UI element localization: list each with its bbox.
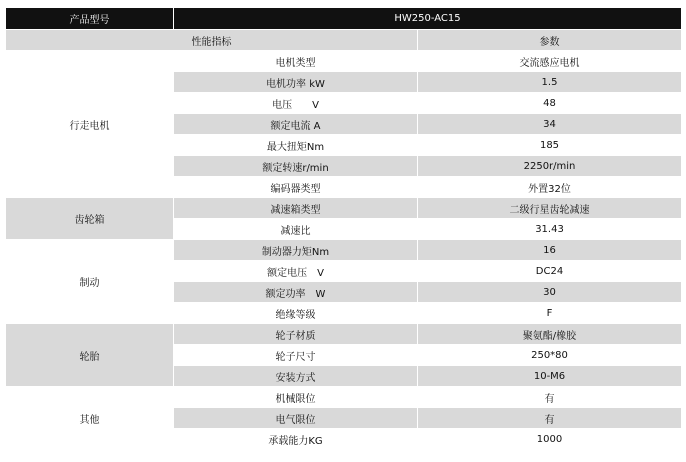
- spec-label: 最大扭矩Nm: [174, 135, 418, 156]
- spec-value: 1000: [418, 429, 682, 450]
- header-row: [6, 8, 682, 30]
- group-name: 齿轮箱: [6, 198, 174, 240]
- spec-label: 电压 V: [174, 93, 418, 114]
- spec-value: F: [418, 303, 682, 324]
- spec-label: 额定电流 A: [174, 114, 418, 135]
- spec-row: [6, 51, 682, 72]
- model-label: 产品型号: [6, 8, 174, 30]
- model-value: HW250-AC15: [174, 8, 682, 30]
- spec-label: 额定电压 V: [174, 261, 418, 282]
- spec-body: [6, 51, 682, 450]
- spec-label: 制动器力矩Nm: [174, 240, 418, 261]
- spec-value: 185: [418, 135, 682, 156]
- spec-label: 轮子材质: [174, 324, 418, 345]
- spec-value: 外置32位: [418, 177, 682, 198]
- spec-label: 轮子尺寸: [174, 345, 418, 366]
- spec-value: 48: [418, 93, 682, 114]
- spec-label: 减速比: [174, 219, 418, 240]
- spec-row: [6, 198, 682, 219]
- spec-label: 额定转速r/min: [174, 156, 418, 177]
- spec-value: 二级行星齿轮减速: [418, 198, 682, 219]
- spec-value: 1.5: [418, 72, 682, 93]
- spec-table: [5, 7, 682, 450]
- spec-value: 有: [418, 408, 682, 429]
- spec-value: 16: [418, 240, 682, 261]
- spec-label: 承载能力KG: [174, 429, 418, 450]
- group-name: 轮胎: [6, 324, 174, 387]
- spec-label: 安装方式: [174, 366, 418, 387]
- spec-label: 机械限位: [174, 387, 418, 408]
- spec-label: 额定功率 W: [174, 282, 418, 303]
- spec-row: [6, 240, 682, 261]
- spec-label: 电气限位: [174, 408, 418, 429]
- spec-label: 编码器类型: [174, 177, 418, 198]
- indicator-header: 性能指标: [6, 30, 418, 51]
- spec-value: DC24: [418, 261, 682, 282]
- spec-label: 电机类型: [174, 51, 418, 72]
- subheader-row: [6, 30, 682, 51]
- spec-row: [6, 324, 682, 345]
- spec-value: 交流感应电机: [418, 51, 682, 72]
- spec-label: 绝缘等级: [174, 303, 418, 324]
- spec-label: 减速箱类型: [174, 198, 418, 219]
- spec-row: [6, 387, 682, 408]
- spec-value: 有: [418, 387, 682, 408]
- spec-value: 聚氨酯/橡胶: [418, 324, 682, 345]
- group-name: 其他: [6, 387, 174, 450]
- param-header: 参数: [418, 30, 682, 51]
- group-name: 行走电机: [6, 51, 174, 198]
- spec-label: 电机功率 kW: [174, 72, 418, 93]
- spec-value: 31.43: [418, 219, 682, 240]
- spec-value: 34: [418, 114, 682, 135]
- spec-value: 10-M6: [418, 366, 682, 387]
- spec-value: 250*80: [418, 345, 682, 366]
- spec-value: 30: [418, 282, 682, 303]
- spec-value: 2250r/min: [418, 156, 682, 177]
- group-name: 制动: [6, 240, 174, 324]
